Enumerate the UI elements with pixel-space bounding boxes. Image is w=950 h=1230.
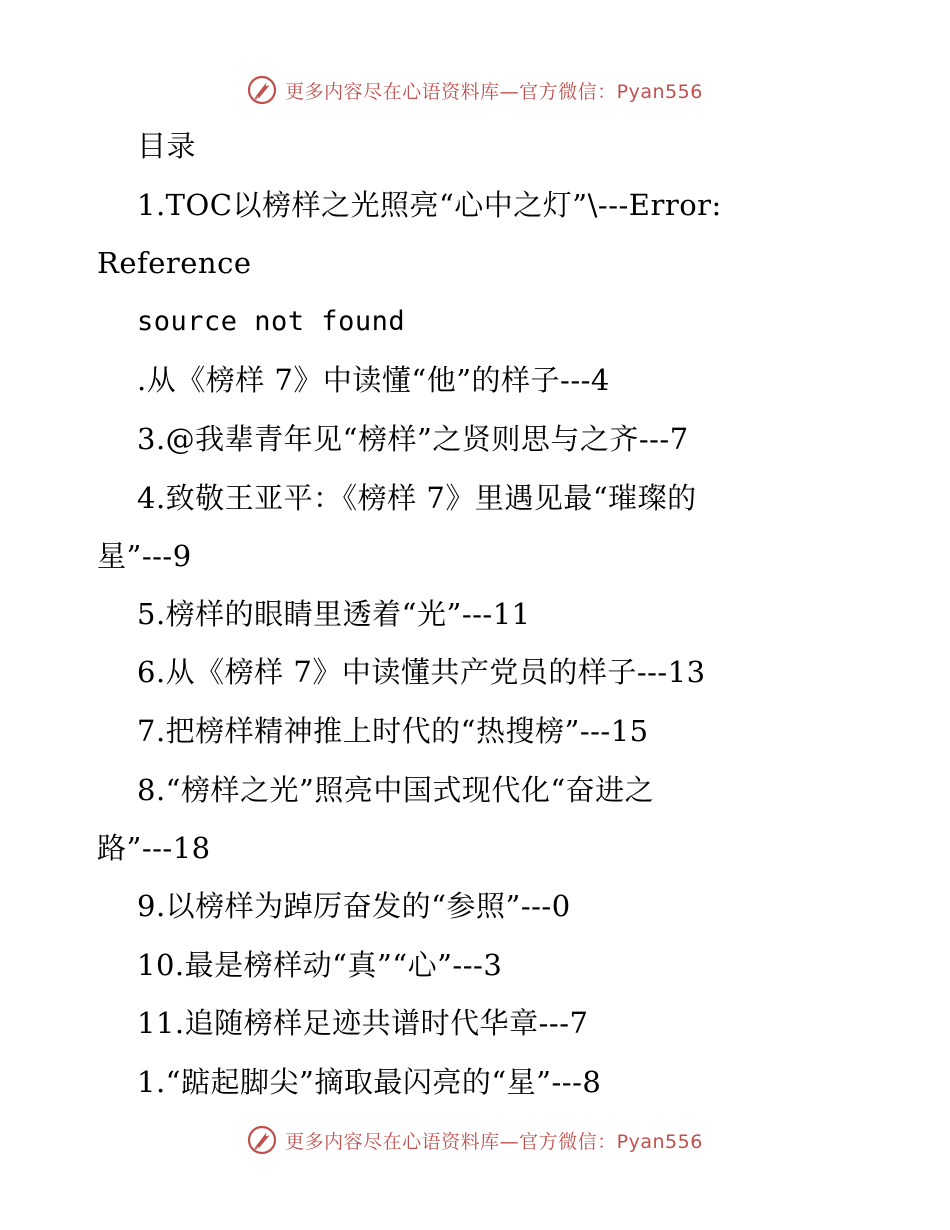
toc-entry-1-continued: Reference xyxy=(97,246,252,280)
toc-entry-5: 5.榜样的眼睛里透着“光”---11 xyxy=(137,597,531,631)
header-watermark xyxy=(0,70,950,110)
toc-entry-11: 11.追随榜样足迹共谱时代华章---7 xyxy=(137,1006,589,1040)
watermark-text: 更多内容尽在心语资料库—官方微信：Pyan556 xyxy=(285,80,703,103)
toc-entry-10: 10.最是榜样动“真”“心”---3 xyxy=(137,948,503,982)
fountain-pen-circle-icon xyxy=(247,1125,277,1155)
toc-entry-6: 6.从《榜样 7》中读懂共产党员的样子---13 xyxy=(137,655,706,689)
toc-entry-9: 9.以榜样为踔厉奋发的“参照”---0 xyxy=(137,889,571,923)
toc-entry-8-continued: 路”---18 xyxy=(97,831,211,865)
toc-entry-4-continued: 星”---9 xyxy=(97,539,192,573)
toc-entry-1-continued-2: source not found xyxy=(137,306,406,337)
toc-entry-8: 8.“榜样之光”照亮中国式现代化“奋进之 xyxy=(137,773,655,807)
toc-entry-12: 1.“踮起脚尖”摘取最闪亮的“星”---8 xyxy=(137,1065,602,1099)
toc-entry-1: 1.TOC以榜样之光照亮“心中之灯”\---Error: xyxy=(137,188,722,222)
watermark-text: 更多内容尽在心语资料库—官方微信：Pyan556 xyxy=(285,1130,703,1153)
toc-entry-7: 7.把榜样精神推上时代的“热搜榜”---15 xyxy=(137,714,649,748)
fountain-pen-circle-icon xyxy=(247,75,277,105)
toc-entry-3: 3.@我辈青年见“榜样”之贤则思与之齐---7 xyxy=(137,422,689,456)
toc-entry-4: 4.致敬王亚平：《榜样 7》里遇见最“璀璨的 xyxy=(137,481,697,515)
footer-watermark xyxy=(0,1120,950,1160)
toc-entry-2: .从《榜样 7》中读懂“他”的样子---4 xyxy=(137,363,610,397)
toc-heading: 目录 xyxy=(137,129,197,163)
